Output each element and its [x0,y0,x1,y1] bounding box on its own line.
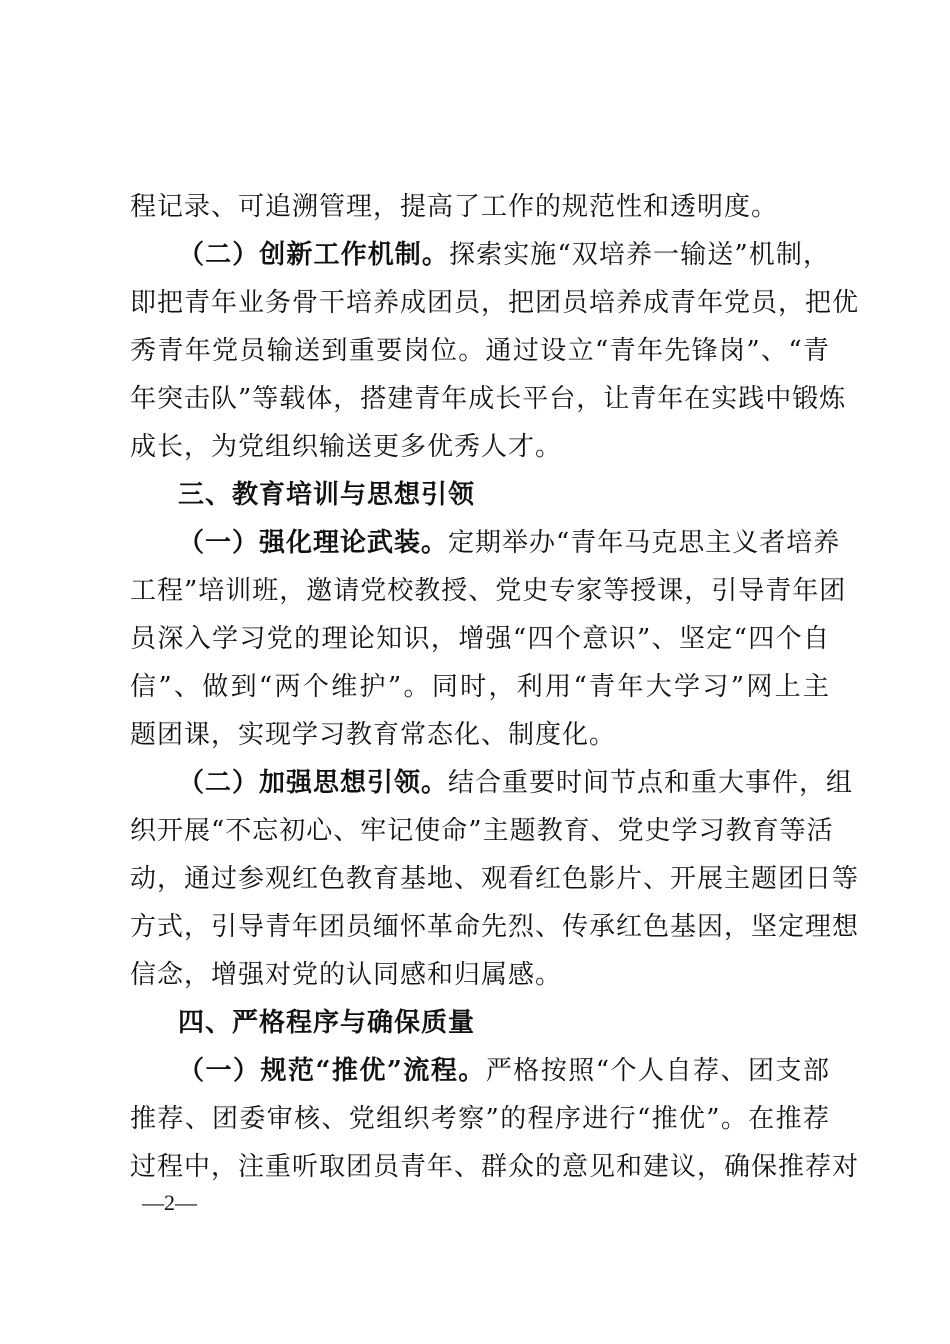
paragraph-start [178,526,841,560]
paragraph-text: 严格按照“个人自荐、团支部 [485,1056,830,1086]
paragraph-text: 定期举办“青年马克思主义者培养 [448,528,841,558]
text-line: 秀青年党员输送到重要岗位。通过设立“青年先锋岗”、“青 [130,336,830,366]
text-line: 题团课，实现学习教育常态化、制度化。 [130,720,617,750]
paragraph-text: 结合重要时间节点和重大事件，组 [448,768,854,798]
paragraph-lead: （二）加强思想引领。 [178,768,449,798]
text-line: 员深入学习党的理论知识，增强“四个意识”、坚定“四个自 [130,624,830,654]
text-line: 即把青年业务骨干培养成团员，把团员培养成青年党员，把优 [130,288,860,318]
paragraph-start [178,238,830,272]
text-line: 工程”培训班，邀请党校教授、党史专家等授课，引导青年团 [130,576,847,606]
paragraph-lead: （一）规范“推优”流程。 [178,1056,486,1086]
text-line: 织开展“不忘初心、牢记使命”主题教育、党史学习教育等活 [130,816,834,846]
text-line: 过程中，注重听取团员青年、群众的意见和建议，确保推荐对 [130,1152,860,1182]
paragraph-lead: （二）创新工作机制。 [178,240,449,270]
text-line: 成长，为党组织输送更多优秀人才。 [130,432,563,462]
paragraph-text: 探索实施“双培养一输送”机制， [449,240,830,270]
text-line: 推荐、团委审核、党组织考察”的程序进行“推优”。在推荐 [130,1104,830,1134]
section-heading: 四、严格程序与确保质量 [178,1008,476,1038]
text-line: 信”、做到“两个维护”。同时，利用“青年大学习”网上主 [130,672,830,702]
section-heading: 三、教育培训与思想引领 [178,480,476,510]
text-line: 动，通过参观红色教育基地、观看红色影片、开展主题团日等 [130,864,860,894]
paragraph-lead: （一）强化理论武装。 [178,528,449,558]
text-line: 信念，增强对党的认同感和归属感。 [130,960,563,990]
paragraph-start [178,1054,830,1088]
paragraph-start [178,766,854,800]
page-number: —2— [142,1190,197,1215]
text-line: 程记录、可追溯管理，提高了工作的规范性和透明度。 [130,192,779,222]
text-line: 年突击队”等载体，搭建青年成长平台，让青年在实践中锻炼 [130,384,847,414]
text-line: 方式，引导青年团员缅怀革命先烈、传承红色基因，坚定理想 [130,912,860,942]
